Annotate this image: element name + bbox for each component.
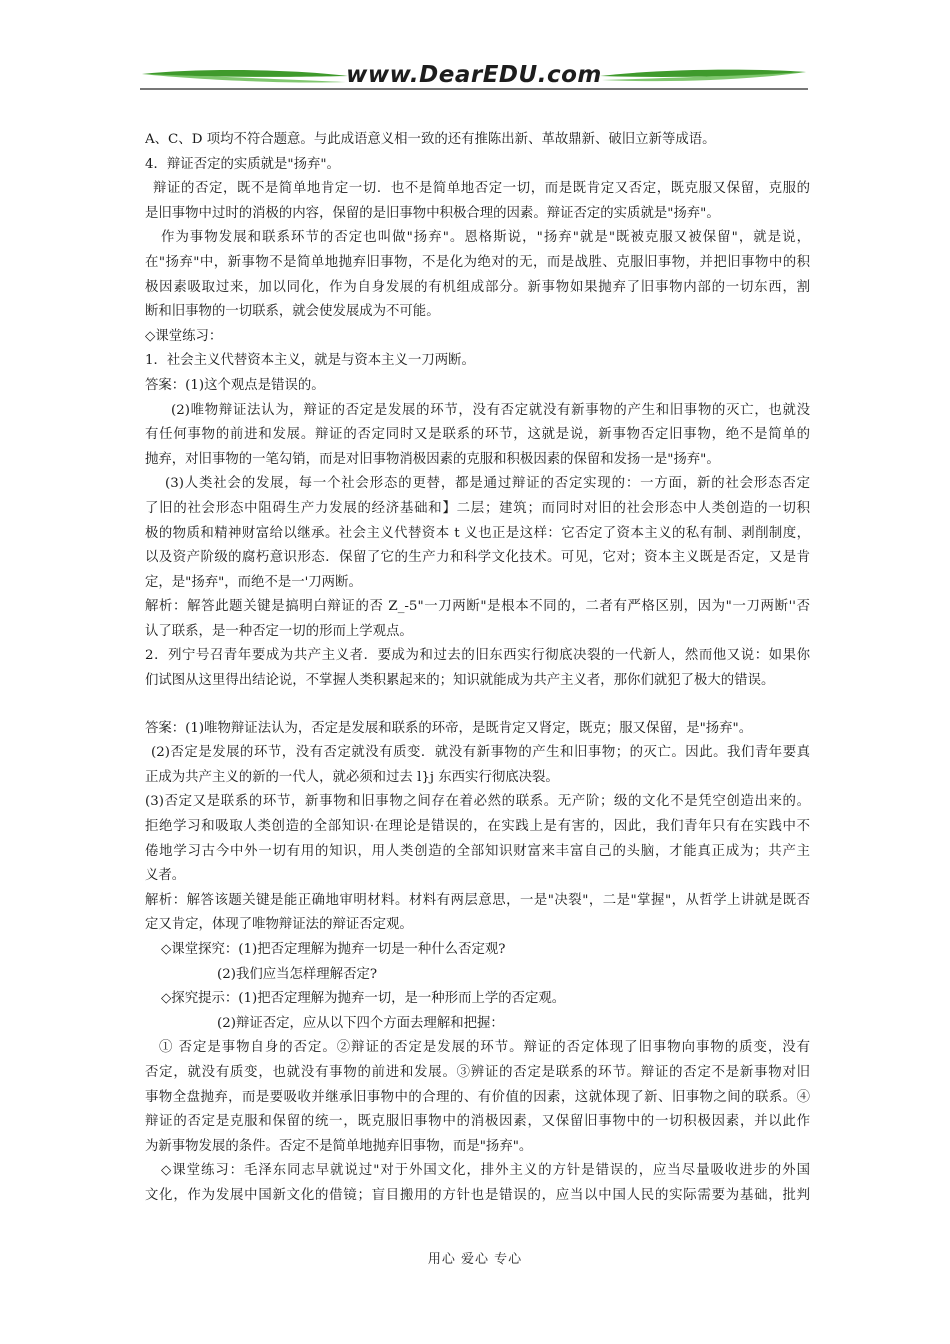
blank-line bbox=[145, 694, 810, 717]
body-line: ◇探究提示：(1)把否定理解为抛弃一切，是一种形而上学的否定观。 bbox=[161, 991, 566, 1007]
body-line: 了旧的社会形态中阻碍生产力发展的经济基础和】二层；建筑；而同时对旧的社会形态中人类创造的一切积 bbox=[145, 500, 810, 516]
page-footer: 用心 爱心 专心 bbox=[427, 1252, 523, 1267]
site-name[interactable]: www.DearEDU.com bbox=[346, 62, 602, 88]
body-line: ◇课堂探究：(1)把否定理解为抛弃一切是一种什么否定观? bbox=[161, 942, 506, 957]
body-line: 1．社会主义代替资本主义，就是与资本主义一刀两断。 bbox=[145, 353, 475, 369]
body-line: 极因素吸取过来，加以同化，作为自身发展的有机组成部分。新事物如果抛弃了旧事物内部的一切东西，割 bbox=[145, 279, 810, 295]
site-header bbox=[140, 58, 808, 98]
body-line: 辩证的否定是克服和保留的统一，既克服旧事物中的消极因素，又保留旧事物中的一切积极因素，并以此作 bbox=[145, 1114, 810, 1130]
document-body bbox=[145, 128, 810, 1209]
body-line: 辩证的否定，既不是简单地肯定一切．也不是简单地否定一切，而是既肯定又否定，既克服又保留，克服的 bbox=[153, 181, 810, 197]
body-line: 为新事物发展的条件。否定不是简单地抛弃旧事物，而是"扬弃"。 bbox=[145, 1138, 533, 1154]
body-line: 们试图从这里得出结论说，不掌握人类积累起来的；知识就能成为共产主义者，那你们就犯了极大的错误。 bbox=[145, 673, 775, 689]
body-line: 解析：解答此题关键是搞明白辩证的否 Z_-5"一刀两断"是根本不同的，二者有严格区别，因为"一刀两断''否 bbox=[145, 599, 810, 615]
body-line: (2)我们应当怎样理解否定? bbox=[217, 966, 378, 982]
body-line: 极的物质和精神财富给以继承。社会主义代替资本 t 义也正是这样：它否定了资本主义的私有制、剥削制度， bbox=[145, 525, 810, 541]
body-line: 有任何事物的前进和发展。辩证的否定同时又是联系的环节，这就是说，新事物否定旧事物，绝不是简单的 bbox=[145, 427, 810, 443]
body-line: 倦地学习古今中外一切有用的知识，用人类创造的全部知识财富来丰富自己的头脑，才能真正成为；共产主 bbox=[145, 843, 810, 859]
body-line: 以及资产阶级的腐朽意识形态．保留了它的生产力和科学文化技术。可见，它对；资本主义既是否定，又是肯 bbox=[145, 550, 810, 566]
body-line: 定又肯定，体现了唯物辩证法的辩证否定观。 bbox=[145, 917, 413, 933]
body-line: 答案：(1)这个观点是错误的。 bbox=[145, 377, 325, 393]
body-line: 事物全盘抛弃，而是要吸收并继承旧事物中的合理的、有价值的因素，这就体现了新、旧事物之间的联系。④ bbox=[145, 1089, 810, 1105]
body-line: ◇课堂练习： bbox=[145, 328, 223, 344]
body-line: 抛弃，对旧事物的一笔勾销，而是对旧事物消极因素的克服和积极因素的保留和发扬一是"扬弃"。 bbox=[145, 451, 720, 467]
body-line: (3)人类社会的发展，每一个社会形态的更替，都是通过辩证的否定实现的：一方面，新的社会形态否定 bbox=[165, 476, 810, 492]
body-line: 文化，作为发展中国新文化的借镜；盲目搬用的方针也是错误的，应当以中国人民的实际需要为基础，批判 bbox=[145, 1187, 810, 1203]
body-line: (2)唯物辩证法认为，辩证的否定是发展的环节，没有否定就没有新事物的产生和旧事物的灭亡，也就没 bbox=[171, 402, 810, 418]
body-line: 否定，就没有质变，也就没有事物的前进和发展。③辨证的否定是联系的环节。辩证的否定不是新事物对旧 bbox=[145, 1064, 810, 1080]
body-line: 认了联系，是一种否定一切的形而上学观点。 bbox=[145, 623, 413, 639]
body-line: 解析：解答该题关键是能正确地审明材料。材料有两层意思，一是"决裂"，二是"掌握"，从哲学上讲就是既否 bbox=[145, 892, 810, 908]
body-line: 作为事物发展和联系环节的否定也叫做"扬弃"。恩格斯说，"扬弃"就是"既被克服又被保留"，就是说， bbox=[161, 230, 810, 246]
body-line: ① 否定是事物自身的否定。②辩证的否定是发展的环节。辩证的否定体现了旧事物向事物的质变，没有 bbox=[159, 1040, 810, 1056]
body-line: 4．辩证否定的实质就是"扬弃"。 bbox=[145, 156, 340, 172]
body-line: 在"扬弃"中，新事物不是简单地抛弃旧事物，不是化为绝对的无，而是战胜、克服旧事物，并把旧事物中的积 bbox=[145, 254, 810, 270]
body-line: (3)否定又是联系的环节，新事物和旧事物之间存在着必然的联系。无产阶；级的文化不是凭空创造出来的。 bbox=[145, 794, 810, 810]
body-line: 定，是"扬弃"，而绝不是一'刀两断。 bbox=[145, 574, 362, 590]
body-line: (2)辩证否定，应从以下四个方面去理解和把握： bbox=[217, 1015, 504, 1031]
body-line: ◇课堂练习：毛泽东同志早就说过"对于外国文化，排外主义的方针是错误的，应当尽量吸收进步的外国 bbox=[161, 1163, 810, 1179]
body-line: 2．列宁号召青年要成为共产主义者．要成为和过去的旧东西实行彻底决裂的一代新人，然而他又说：如果你 bbox=[145, 648, 810, 664]
body-line: 断和旧事物的一切联系，就会使发展成为不可能。 bbox=[145, 304, 440, 320]
body-line: (2)否定是发展的环节，没有否定就没有质变．就没有新事物的产生和旧事物；的灭亡。因此。我们青年要真 bbox=[151, 745, 810, 761]
body-line: 正成为共产主义的新的一代人，就必须和过去 l}j 东西实行彻底决裂。 bbox=[145, 769, 559, 785]
body-line: 是旧事物中过时的消极的内容，保留的是旧事物中积极合理的因素。辩证否定的实质就是"扬弃"。 bbox=[145, 205, 720, 221]
body-line: A、C、D 项均不符合题意。与此成语意义相一致的还有推陈出新、革故鼎新、破旧立新等成语。 bbox=[145, 132, 716, 147]
body-line: 答案：(1)唯物辩证法认为，否定是发展和联系的环帝，是既肯定又肾定，既克；服又保留，是"扬弃"。 bbox=[145, 720, 753, 736]
body-line: 义者。 bbox=[145, 868, 186, 884]
body-line: 拒绝学习和吸取人类创造的全部知识·在理论是错误的，在实践上是有害的，因此，我们青年只有在实践中不 bbox=[145, 819, 810, 835]
